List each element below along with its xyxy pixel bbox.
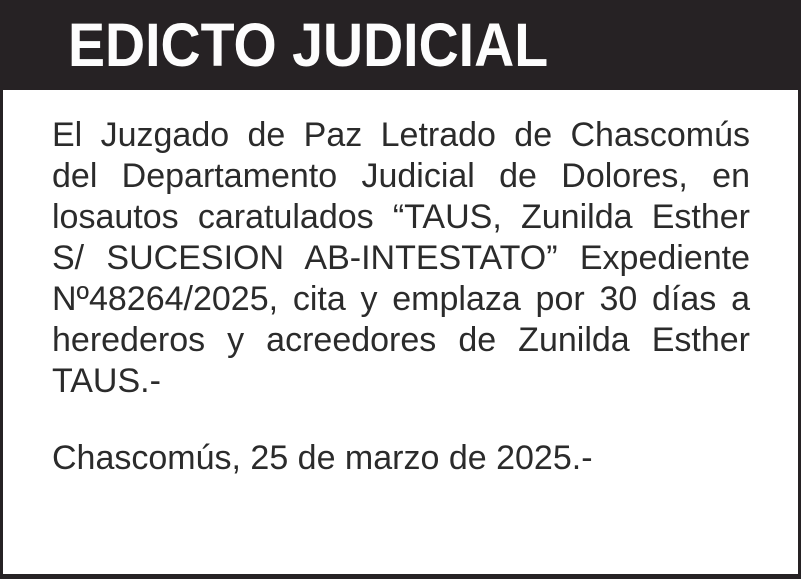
edict-text-line: El Juzgado de Paz Letrado de Chascomús [52, 116, 750, 154]
edict-text-line: losautos caratulados “TAUS, Zunilda Esther [52, 198, 750, 236]
edict-text-line: TAUS.- [52, 362, 161, 400]
edict-text-line: del Departamento Judicial de Dolores, en [52, 157, 750, 195]
edict-text-line: S/ SUCESION AB-INTESTATO” Expediente [52, 239, 750, 277]
edict-text-line: herederos y acreedores de Zunilda Esther [52, 321, 750, 359]
edict-header-bar [0, 0, 801, 90]
edict-body [3, 90, 798, 479]
edict-text-line: Nº48264/2025, cita y emplaza por 30 días a [52, 280, 750, 318]
edict-date-line: Chascomús, 25 de marzo de 2025.- [52, 439, 593, 477]
edict-title: EDICTO JUDICIAL [68, 11, 549, 79]
